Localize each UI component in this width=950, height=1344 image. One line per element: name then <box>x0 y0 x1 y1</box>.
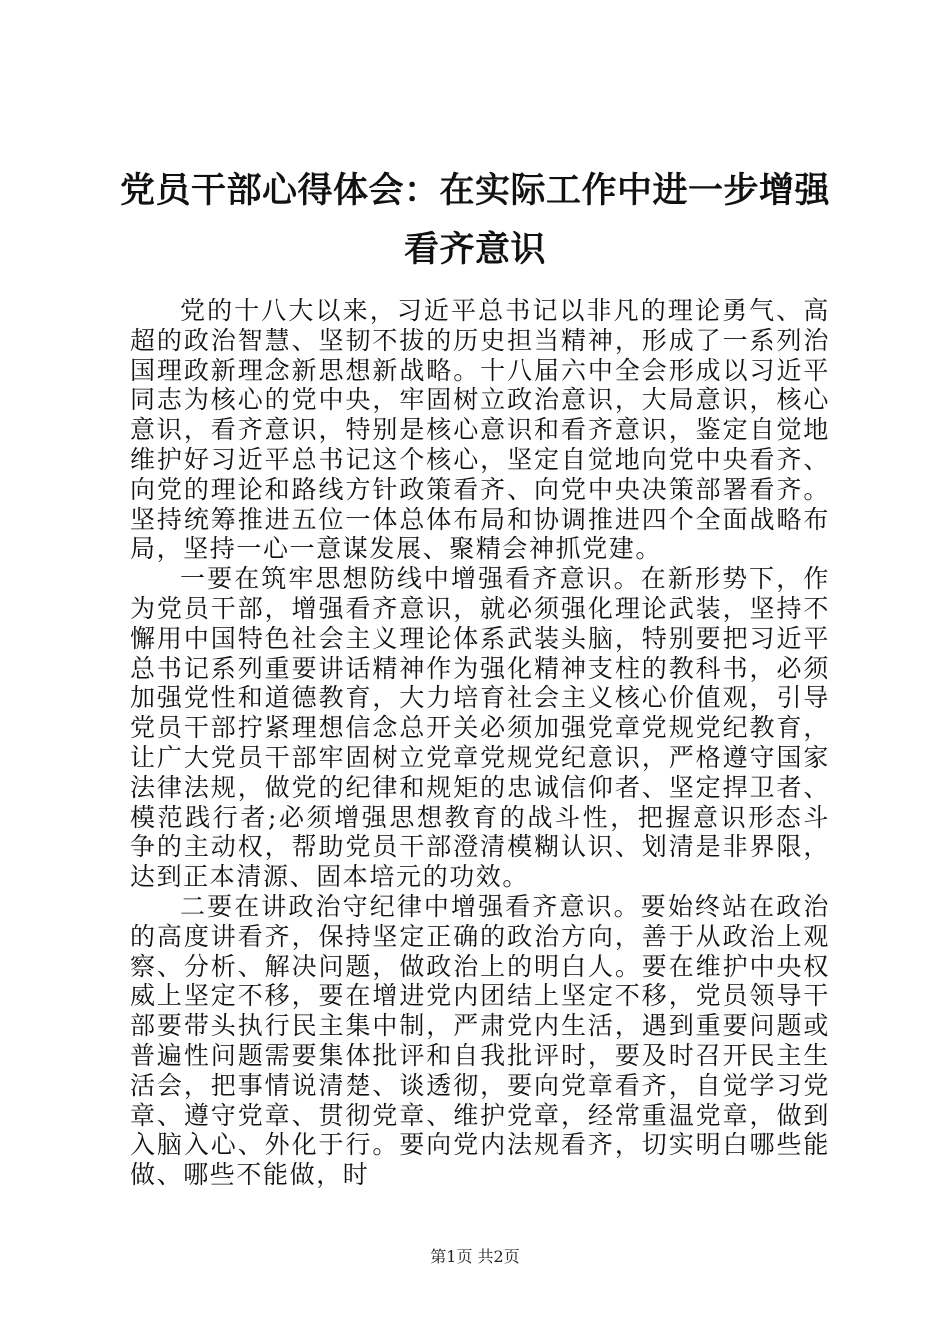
document-body <box>130 296 830 1190</box>
paragraph-intro: 党的十八大以来，习近平总书记以非凡的理论勇气、高超的政治智慧、坚韧不拔的历史担当精神，形成了一系列治国理政新理念新思想新战略。十八届六中全会形成以习近平同志为核心的党中央，牢固树立政治意识，大局意识，核心意识，看齐意识，特别是核心意识和看齐意识，鉴定自觉地维护好习近平总书记这个核心，坚定自觉地向党中央看齐、向党的理论和路线方针政策看齐、向党中央决策部署看齐。坚持统筹推进五位一体总体布局和协调推进四个全面战略布局，坚持一心一意谋发展、聚精会神抓党建。 <box>130 296 830 564</box>
page-number-footer: 第1页 共2页 <box>430 1247 520 1266</box>
paragraph-point-two: 二要在讲政治守纪律中增强看齐意识。要始终站在政治的高度讲看齐，保持坚定正确的政治方向，善于从政治上观察、分析、解决问题，做政治上的明白人。要在维护中央权威上坚定不移，要在增进党内团结上坚定不移，党员领导干部要带头执行民主集中制，严肃党内生活，遇到重要问题或普遍性问题需要集体批评和自我批评时，要及时召开民主生活会，把事情说清楚、谈透彻，要向党章看齐，自觉学习党章、遵守党章、贯彻党章、维护党章，经常重温党章，做到入脑入心、外化于行。要向党内法规看齐，切实明白哪些能做、哪些不能做，时 <box>130 891 830 1190</box>
paragraph-point-one: 一要在筑牢思想防线中增强看齐意识。在新形势下，作为党员干部，增强看齐意识，就必须强化理论武装，坚持不懈用中国特色社会主义理论体系武装头脑，特别要把习近平总书记系列重要讲话精神作为强化精神支柱的教科书，必须加强党性和道德教育，大力培育社会主义核心价值观，引导党员干部拧紧理想信念总开关必须加强党章党规党纪教育，让广大党员干部牢固树立党章党规党纪意识，严格遵守国家法律法规，做党的纪律和规矩的忠诚信仰者、坚定捍卫者、模范践行者;必须增强思想教育的战斗性，把握意识形态斗争的主动权，帮助党员干部澄清模糊认识、划清是非界限，达到正本清源、固本培元的功效。 <box>130 564 830 892</box>
document-title-line-2: 看齐意识 <box>403 229 546 270</box>
document-title-line-1: 党员干部心得体会：在实际工作中进一步增强 <box>120 170 831 211</box>
